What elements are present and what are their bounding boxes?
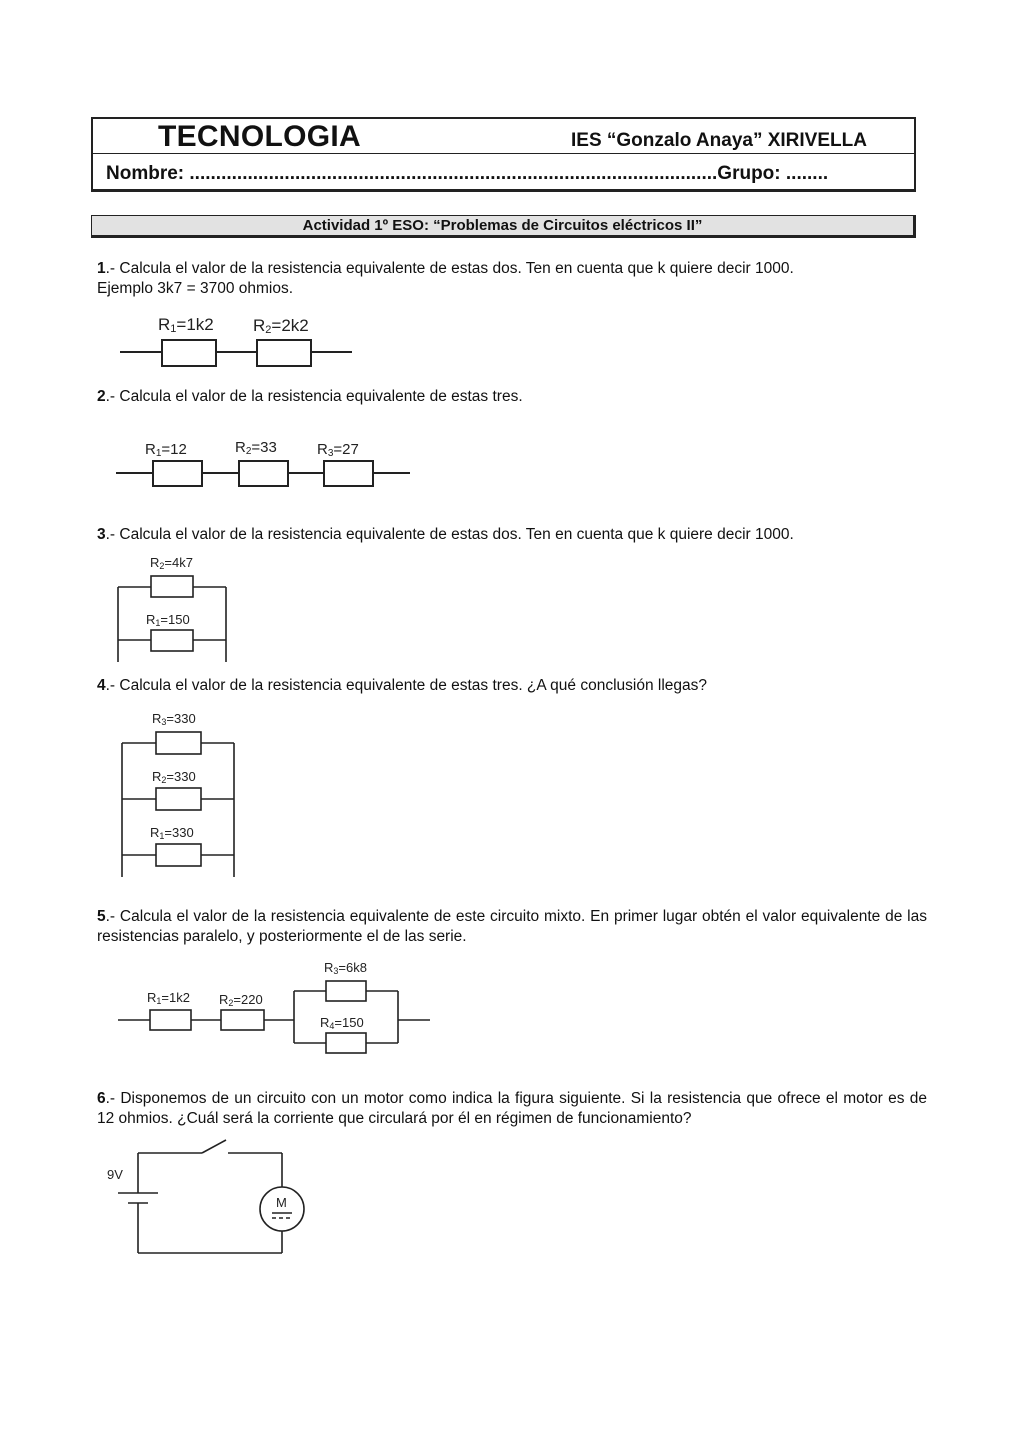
resistor-r3 [156, 732, 201, 754]
question-text: .- Calcula el valor de la resistencia equivalente de este circuito mixto. En primer lugar obtén el valor equivalente de las resistencias paralelo, y posteriormente el de las serie. [97, 908, 927, 945]
question-text: .- Calcula el valor de la resistencia equivalente de estas dos. Ten en cuenta que k quiere decir 1000. [105, 260, 794, 277]
question-number: 6 [97, 1090, 106, 1107]
question-text: .- Calcula el valor de la resistencia equivalente de estas tres. ¿A qué conclusión llegas? [105, 677, 708, 694]
resistor-r2 [257, 340, 311, 366]
question-text: .- Disponemos de un circuito con un motor como indica la figura siguiente. Si la resistencia que ofrece el motor es de 12 ohmios. ¿Cuál será la corriente que circulará por él en régimen de funcionamiento? [97, 1090, 927, 1127]
question-number: 4 [97, 677, 106, 694]
r3-label: R3=27 [317, 441, 359, 459]
question-6 [97, 1089, 927, 1129]
nombre-field[interactable]: .................................................................................................... [189, 163, 718, 184]
r2-label: R2=220 [219, 992, 263, 1008]
question-1 [97, 259, 927, 299]
circuit-5-mixed [110, 955, 440, 1055]
nombre-label: Nombre: [106, 163, 185, 184]
r3-label: R3=330 [152, 711, 196, 727]
question-text: .- Calcula el valor de la resistencia equivalente de estas dos. Ten en cuenta que k quiere decir 1000. [105, 526, 794, 543]
motor-label: M [276, 1195, 287, 1210]
r1-label: R1=150 [146, 612, 190, 628]
circuit-3-parallel [110, 550, 240, 665]
activity-title: Actividad 1º ESO: “Problemas de Circuitos eléctricos II” [91, 215, 916, 238]
question-3 [97, 525, 927, 545]
resistor-r2 [221, 1010, 264, 1030]
question-text-2: Ejemplo 3k7 = 3700 ohmios. [97, 280, 294, 297]
resistor-r1 [153, 461, 202, 486]
r1-label: R1=330 [150, 825, 194, 841]
r2-label: R2=33 [235, 439, 277, 457]
circuit-2-series [110, 433, 420, 493]
question-2 [97, 387, 927, 407]
question-number: 1 [97, 260, 106, 277]
resistor-r1 [150, 1010, 191, 1030]
r2-label: R2=4k7 [150, 555, 193, 571]
circuit-1-series [110, 310, 370, 375]
resistor-r3 [324, 461, 373, 486]
question-4 [97, 676, 927, 696]
subject-title: TECNOLOGIA [158, 120, 361, 153]
resistor-r1 [151, 630, 193, 651]
r4-label: R4=150 [320, 1015, 364, 1031]
r1-label: R1=1k2 [158, 315, 214, 335]
grupo-field[interactable]: ........ [785, 163, 829, 184]
question-text: .- Calcula el valor de la resistencia equivalente de estas tres. [105, 388, 523, 405]
r1-label: R1=1k2 [147, 990, 190, 1006]
r2-label: R2=330 [152, 769, 196, 785]
circuit-6-motor [100, 1135, 320, 1260]
resistor-r3 [326, 981, 366, 1001]
switch [202, 1140, 226, 1153]
school-name: IES “Gonzalo Anaya” XIRIVELLA [571, 130, 867, 151]
resistor-r2 [151, 576, 193, 597]
question-5 [97, 907, 927, 947]
circuit-4-parallel [110, 705, 250, 880]
question-number: 2 [97, 388, 106, 405]
question-number: 3 [97, 526, 106, 543]
question-number: 5 [97, 908, 106, 925]
resistor-r2 [156, 788, 201, 810]
r3-label: R3=6k8 [324, 960, 367, 976]
battery-label: 9V [107, 1167, 123, 1182]
resistor-r1 [156, 844, 201, 866]
resistor-r4 [326, 1033, 366, 1053]
r1-label: R1=12 [145, 441, 187, 459]
resistor-r2 [239, 461, 288, 486]
resistor-r1 [162, 340, 216, 366]
name-group-line [106, 163, 828, 185]
grupo-label: Grupo: [717, 163, 781, 184]
r2-label: R2=2k2 [253, 316, 309, 336]
